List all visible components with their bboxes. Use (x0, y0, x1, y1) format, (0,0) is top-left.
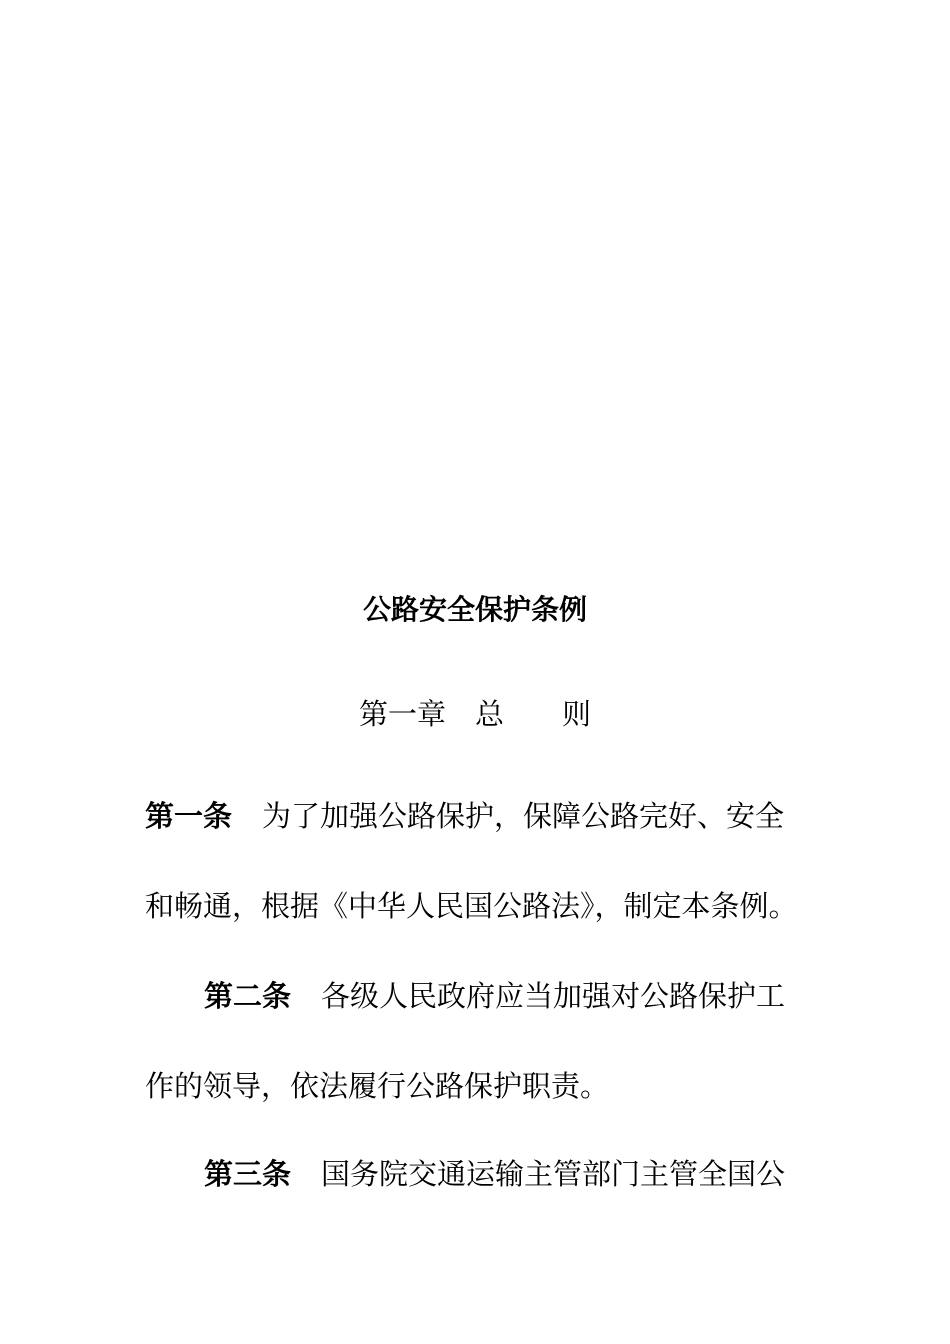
article-1-number: 第一条 (145, 799, 233, 833)
article-2-line-2 (145, 1066, 825, 1106)
article-2-number: 第二条 (204, 979, 292, 1013)
article-1-line-2 (145, 886, 825, 926)
article-2-text-cont: 作的领导，依法履行公路保护职责。 (145, 1069, 610, 1103)
article-1-line-1 (145, 796, 825, 836)
article-2-text: 各级人民政府应当加强对公路保护工 (321, 979, 786, 1013)
chapter-heading: 第一章 总 则 (358, 697, 591, 731)
article-3-line-1 (204, 1154, 884, 1194)
document-title: 公路安全保护条例 (362, 593, 587, 626)
article-1-text-cont: 和畅通，根据《中华人民国公路法》，制定本条例。 (145, 889, 798, 923)
article-2-line-1 (204, 976, 884, 1016)
article-3-text: 国务院交通运输主管部门主管全国公 (321, 1157, 786, 1191)
article-1-text: 为了加强公路保护，保障公路完好、安全 (262, 799, 785, 833)
article-3-number: 第三条 (204, 1157, 292, 1191)
